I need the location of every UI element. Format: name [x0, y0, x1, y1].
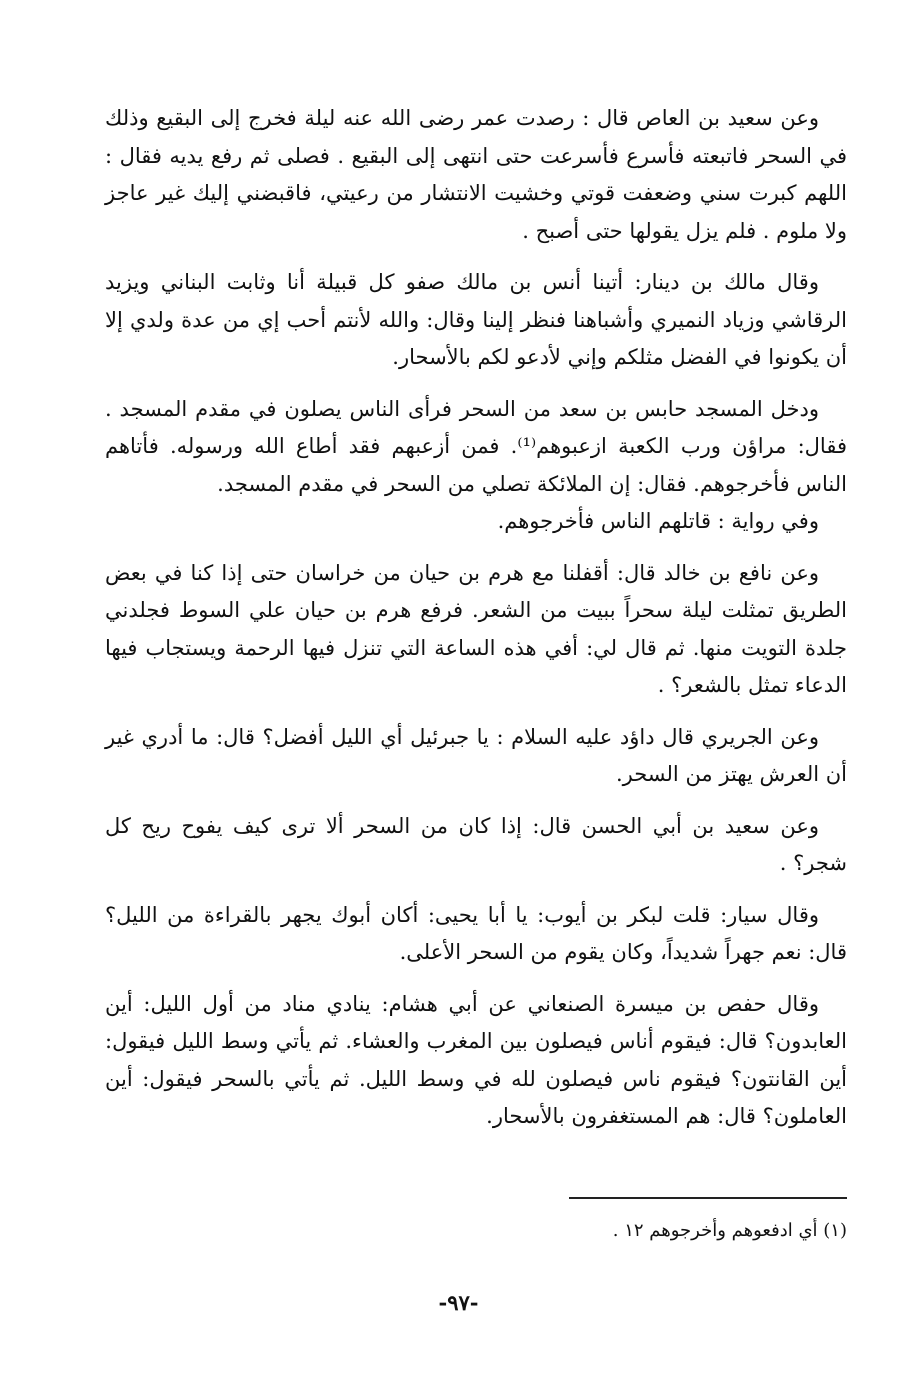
paragraph-9: وقال حفص بن ميسرة الصنعاني عن أبي هشام: ينادي مناد من أول الليل: أين العابدون؟ قال: فيقوم أناس فيصلون بين المغرب والعشاء. ثم يأتي وسط الليل فيقول: أين القانتون؟ فيقوم ناس فيصلون لله في وسط الليل. ثم يأتي بالسحر فيقول: أين العاملون؟ قال: هم المستغفرون بالأسحار. — [105, 991, 847, 1128]
paragraph-1: وعن سعيد بن العاص قال : رصدت عمر رضى الله عنه ليلة فخرج إلى البقيع وذلك في السحر فاتبعته فأسرع فأسرعت حتى انتهى إلى البقيع . فصلى ثم رفع يديه فقال : اللهم كبرت سني وضعفت قوتي وخشيت الانتشار من رعيتي، فاقبضني إليك غير عاجز ولا ملوم . فلم يزل يقولها حتى أصبح . — [105, 106, 847, 243]
paragraph-3: ودخل المسجد حابس بن سعد من السحر فرأى الناس يصلون في مقدم المسجد . فقال: مراؤن ورب الكعبة ازعبوهم⁽¹⁾. فمن أزعبهم فقد أطاع الله ورسوله. فأتاهم الناس فأخرجوهم. فقال: إن الملائكة تصلي من السحر في مقدم المسجد. — [105, 396, 847, 496]
page-number: -٩٧- — [438, 1290, 479, 1315]
footnote: (١) أي ادفعوهم وأخرجوهم ١٢ . — [612, 1220, 847, 1241]
paragraph-7: وعن سعيد بن أبي الحسن قال: إذا كان من السحر ألا ترى كيف يفوح ريح كل شجر؟ . — [105, 813, 847, 875]
paragraph-6: وعن الجريري قال داؤد عليه السلام : يا جبرئيل أي الليل أفضل؟ قال: ما أدري غير أن العرش يهتز من السحر. — [105, 724, 847, 786]
paragraph-4: وفي رواية : قاتلهم الناس فأخرجوهم. — [497, 509, 819, 533]
page-body — [105, 100, 847, 1150]
paragraph-8: وقال سيار: قلت لبكر بن أيوب: يا أبا يحيى: أكان أبوك يجهر بالقراءة من الليل؟ قال: نعم جهراً شديداً، وكان يقوم من السحر الأعلى. — [105, 902, 847, 964]
paragraph-2: وقال مالك بن دينار: أتينا أنس بن مالك صفو كل قبيلة أنا وثابت البناني ويزيد الرقاشي وزياد النميري وأشباهنا فنظر إلينا وقال: والله لأنتم أحب إي من عدة ولدي إلا أن يكونوا في الفضل مثلكم وإني لأدعو لكم بالأسحار. — [105, 270, 847, 369]
paragraph-5: وعن نافع بن خالد قال: أقفلنا مع هرم بن حيان من خراسان حتى إذا كنا في بعض الطريق تمثلت ليلة سحراً ببيت من الشعر. فرفع هرم بن حيان علي السوط فجلدني جلدة التويت منها. ثم قال لي: أفي هذه الساعة التي تنزل فيها الرحمة ويستجاب فيها الدعاء تمثل بالشعر؟ . — [105, 560, 847, 697]
footnote-divider — [569, 1197, 847, 1199]
